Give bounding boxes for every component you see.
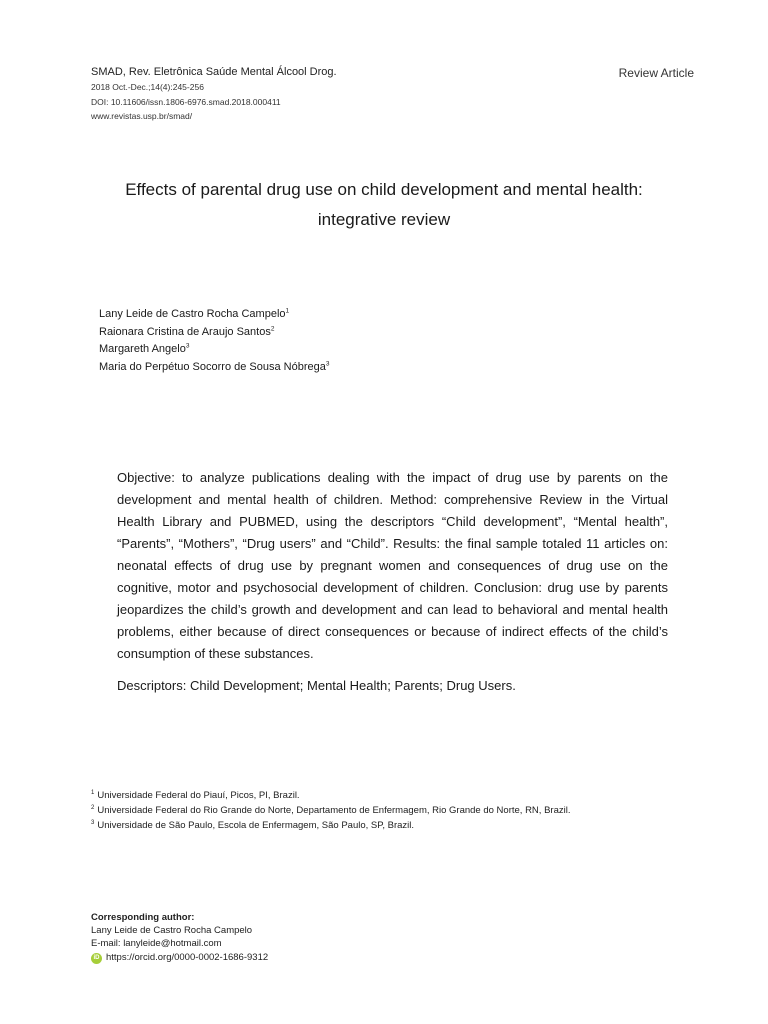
corresponding-author-email[interactable]: E-mail: lanyleide@hotmail.com [91, 938, 222, 949]
journal-name: SMAD, Rev. Eletrônica Saúde Mental Álcool Drog. [91, 66, 337, 78]
author-name: Margareth Angelo$^3$ [99, 342, 190, 355]
journal-url-link[interactable]: www.revistas.usp.br/smad/ [91, 111, 193, 121]
abstract: Objective: to analyze publications dealing with the impact of drug use by parents on the development and mental health of children. Method: comprehensive Review in the Virtual Health Library and PUBMED, using the descriptors “Child development”, “Mental health”, “Parents”, “Mothers”, “Drug users” and “Child”. Results: the final sample totaled 11 articles on: neonatal effects of drug use by pregnant women and consequences of drug use on the cognitive, motor and psychosocial development of children. Conclusion: drug use by parents jeopardizes the child’s growth and development and can lead to behavioral and mental health problems, either because of direct consequences or because of indirect effects of the child’s consumption of these substances. [117, 470, 668, 661]
issue-info: 2018 Oct.-Dec.;14(4):245-256 [91, 82, 204, 92]
author-name: Raionara Cristina de Araujo Santos$^2$ [99, 324, 275, 338]
author-name: Maria do Perpétuo Socorro de Sousa Nóbrega$^3$ [99, 359, 330, 373]
orcid-icon: iD [91, 953, 102, 964]
affiliation-1: $^1$ Universidade Federal do Piauí, Picos, PI, Brazil. [91, 789, 300, 801]
author-name: Lany Leide de Castro Rocha Campelo$^1$ [99, 307, 290, 320]
title-line-2: integrative review [317, 210, 451, 229]
article-type: Review Article [618, 66, 694, 80]
title-line-1: Effects of parental drug use on child development and mental health: [125, 180, 643, 199]
orcid-link[interactable]: https://orcid.org/0000-0002-1686-9312 [106, 952, 269, 963]
article-title [60, 175, 708, 235]
corresponding-author-heading: Corresponding author: [91, 912, 195, 923]
doi: DOI: 10.11606/issn.1806-6976.smad.2018.000411 [91, 97, 281, 107]
affiliation-3: $^3$ Universidade de São Paulo, Escola de Enfermagem, São Paulo, SP, Brazil. [91, 819, 415, 831]
affiliation-2: $^2$ Universidade Federal do Rio Grande do Norte, Departamento de Enfermagem, Rio Grande do Norte, RN, Brazil. [91, 804, 571, 816]
orcid-row [91, 952, 268, 964]
descriptors: Descriptors: Child Development; Mental Health; Parents; Drug Users. [117, 678, 516, 693]
corresponding-author-name: Lany Leide de Castro Rocha Campelo [91, 925, 253, 936]
author-list [99, 306, 329, 376]
